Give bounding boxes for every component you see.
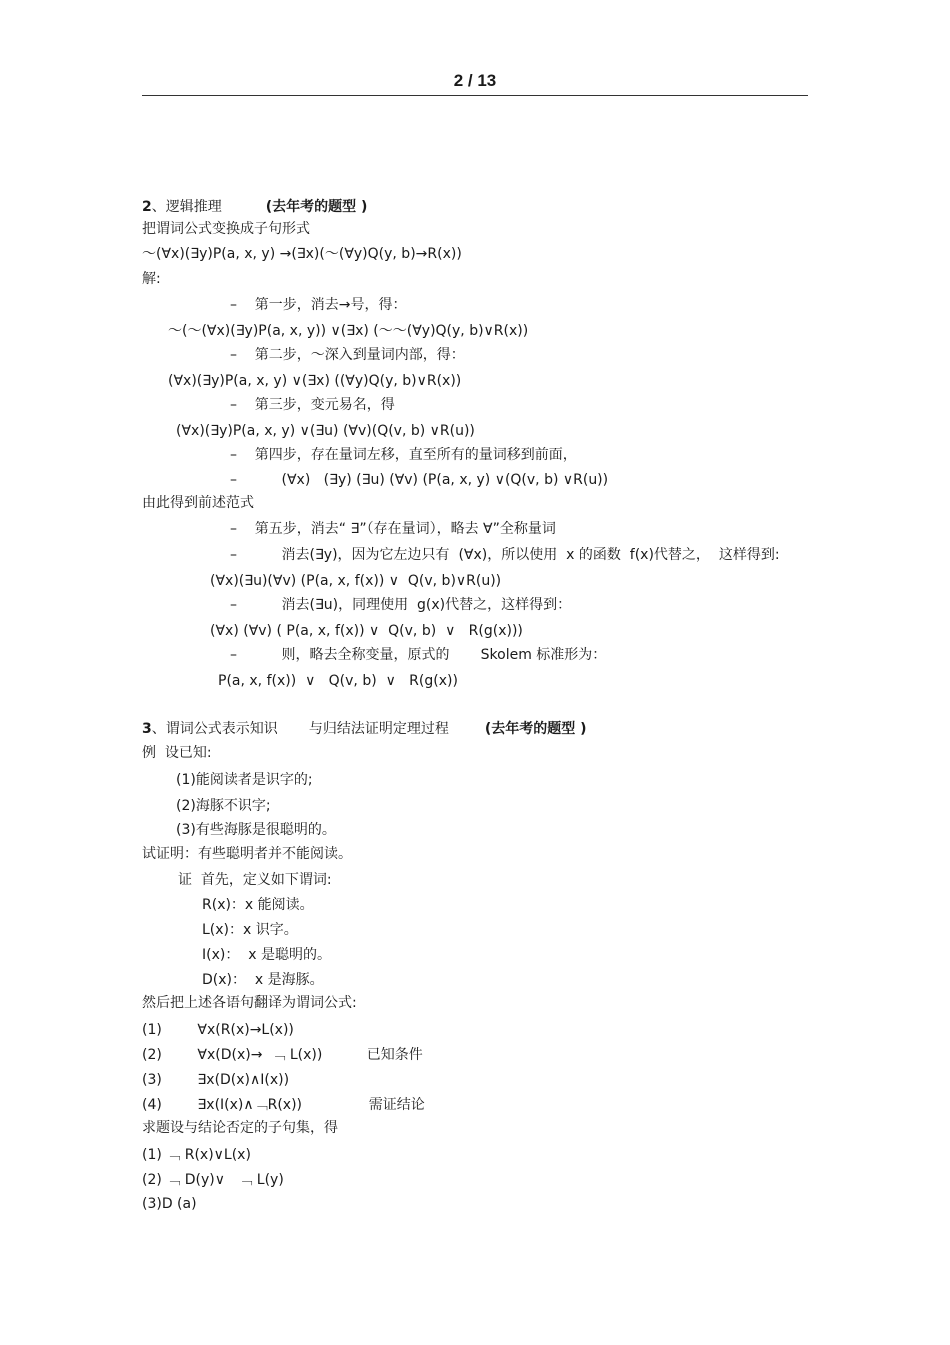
- formula-line: (∀x)(∃y)P(a, x, y) ∨(∃u) (∀v)(Q(v, b) ∨R(u)): [176, 423, 475, 439]
- section-3-number: 3: [142, 721, 152, 737]
- formula-line: (∀x) (∀v) ( P(a, x, f(x)) ∨ Q(v, b) ∨ R(g(x))): [210, 623, 523, 639]
- text-line: 例 设已知:: [142, 745, 212, 761]
- formula-line: ～(～(∀x)(∃y)P(a, x, y)) ∨(∃x) (～～(∀y)Q(y, b)∨R(x)): [168, 323, 529, 339]
- section-3-heading: [142, 720, 587, 738]
- section-2-title: 、逻辑推理: [151, 199, 222, 215]
- formula-line: (1) ∀x(R(x)→L(x)): [142, 1022, 294, 1038]
- text-line: 证 首先，定义如下谓词:: [178, 872, 332, 888]
- section-3-title: 、谓词公式表示知识 与归结法证明定理过程: [151, 721, 449, 737]
- text-line: 解:: [142, 271, 161, 287]
- text-line: 试证明：有些聪明者并不能阅读。: [142, 846, 352, 862]
- page-header: [142, 70, 808, 96]
- formula-line: (∀x)(∃y)P(a, x, y) ∨(∃x) ((∀y)Q(y, b)∨R(x)): [168, 373, 462, 389]
- clause-line: (3)D (a): [142, 1196, 197, 1212]
- formula-line: (4) ∃x(I(x)∧﹁R(x)) 需证结论: [142, 1097, 425, 1113]
- text-line: 把谓词公式变换成子句形式: [142, 221, 310, 237]
- section-2-heading: [142, 198, 367, 216]
- step-line: – 第一步，消去→号，得：: [230, 297, 407, 313]
- text-line: 由此得到前述范式: [142, 495, 254, 511]
- definition-line: R(x)：x 能阅读。: [202, 897, 314, 913]
- text-line: 然后把上述各语句翻译为谓词公式:: [142, 995, 357, 1011]
- step-line: – 第五步，消去“ ∃”（存在量词），略去 ∀”全称量词: [230, 521, 556, 537]
- list-item: (1)能阅读者是识字的;: [176, 772, 313, 788]
- definition-line: I(x)： x 是聪明的。: [202, 947, 331, 963]
- step-line: – 则，略去全称变量，原式的 Skolem 标准形为：: [230, 647, 607, 663]
- formula-line: P(a, x, f(x)) ∨ Q(v, b) ∨ R(g(x)): [218, 673, 458, 689]
- clause-line: (1) ﹁ R(x)∨L(x): [142, 1147, 251, 1163]
- text-line: 求题设与结论否定的子句集，得: [142, 1120, 338, 1136]
- formula-line: (3) ∃x(D(x)∧I(x)): [142, 1072, 290, 1088]
- section-2-note: (去年考的题型 ): [265, 199, 368, 215]
- step-line: – (∀x) (∃y) (∃u) (∀v) (P(a, x, y) ∨(Q(v, b) ∨R(u)): [230, 472, 609, 488]
- definition-line: D(x)： x 是海豚。: [202, 972, 324, 988]
- formula-line: ～(∀x)(∃y)P(a, x, y) →(∃x)(～(∀y)Q(y, b)→R(x)): [142, 246, 462, 262]
- step-line: – 第二步，～深入到量词内部，得：: [230, 347, 465, 363]
- formula-line: (∀x)(∃u)(∀v) (P(a, x, f(x)) ∨ Q(v, b)∨R(u)): [210, 573, 502, 589]
- step-line: – 第三步，变元易名，得: [230, 397, 395, 413]
- section-2-number: 2: [142, 199, 152, 215]
- section-3-note: (去年考的题型 ): [484, 721, 587, 737]
- clause-line: (2) ﹁ D(y)∨ ﹁ L(y): [142, 1172, 284, 1188]
- list-item: (2)海豚不识字;: [176, 798, 271, 814]
- step-line: – 消去(∃u)，同理使用 g(x)代替之，这样得到：: [230, 597, 572, 613]
- list-item: (3)有些海豚是很聪明的。: [176, 822, 336, 838]
- step-line: – 消去(∃y)，因为它左边只有 (∀x)，所以使用 x 的函数 f(x)代替之， 这样得到:: [230, 547, 780, 563]
- page-number: 2 / 13: [453, 71, 497, 90]
- definition-line: L(x)：x 识字。: [202, 922, 298, 938]
- step-line: – 第四步，存在量词左移，直至所有的量词移到前面，: [230, 447, 577, 463]
- formula-line: (2) ∀x(D(x)→ ﹁ L(x)) 已知条件: [142, 1047, 423, 1063]
